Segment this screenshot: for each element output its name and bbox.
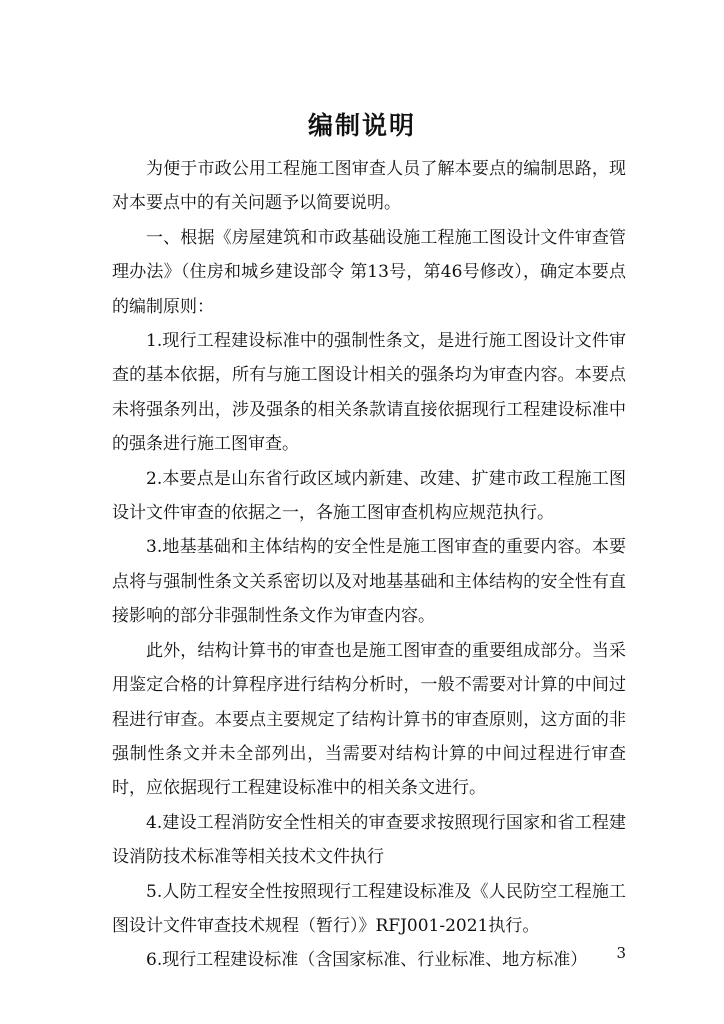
paragraph-item-2: 2.本要点是山东省行政区域内新建、改建、扩建市政工程施工图设计文件审查的依据之一，各施工图审查机构应规范执行。 <box>112 468 626 524</box>
paragraph-item-1: 1.现行工程建设标准中的强制性条文，是进行施工图设计文件审查的基本依据，所有与施工图设计相关的强条均为审查内容。本要点未将强条列出，涉及强条的相关条款请直接依据现行工程建设标准中的强条进行施工图审查。 <box>112 331 626 455</box>
paragraph-intro: 为便于市政公用工程施工图审查人员了解本要点的编制思路，现对本要点中的有关问题予以简要说明。 <box>112 159 626 214</box>
body-text <box>112 152 626 978</box>
page-number: 3 <box>616 944 626 962</box>
paragraph-principles: 一、根据《房屋建筑和市政基础设施工程施工图设计文件审查管理办法》（住房和城乡建设部令 第13号，第46号修改），确定本要点的编制原则： <box>112 227 626 317</box>
paragraph-item-6: 6.现行工程建设标准（含国家标准、行业标准、地方标准） <box>146 950 588 971</box>
page-title: 编制说明 <box>307 111 416 140</box>
paragraph-calculation: 此外，结构计算书的审查也是施工图审查的重要组成部分。当采用鉴定合格的计算程序进行结构分析时，一般不需要对计算的中间过程进行审查。本要点主要规定了结构计算书的审查原则，这方面的非强制性条文并未全部列出，当需要对结构计算的中间过程进行审查时，应依据现行工程建设标准中的相关条文进行。 <box>112 640 626 799</box>
paragraph-item-5: 5.人防工程安全性按照现行工程建设标准及《人民防空工程施工图设计文件审查技术规程（暂行）》RFJ001-2021执行。 <box>112 881 626 936</box>
paragraph-item-4: 4.建设工程消防安全性相关的审查要求按照现行国家和省工程建设消防技术标准等相关技术文件执行 <box>112 812 626 868</box>
paragraph-item-3: 3.地基基础和主体结构的安全性是施工图审查的重要内容。本要点将与强制性条文关系密切以及对地基基础和主体结构的安全性有直接影响的部分非强制性条文作为审查内容。 <box>112 537 626 627</box>
